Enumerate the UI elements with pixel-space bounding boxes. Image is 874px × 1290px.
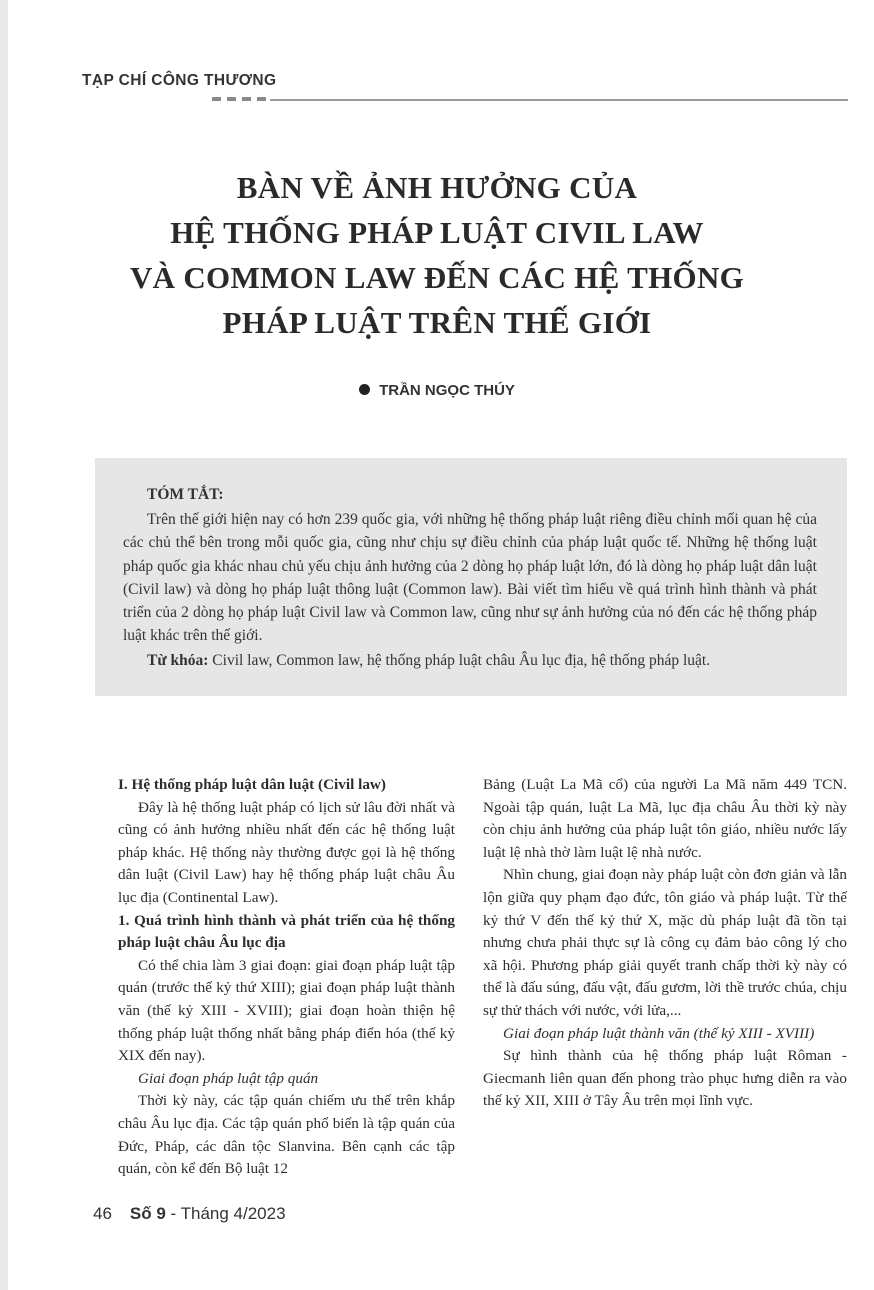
paragraph: Sự hình thành của hệ thống pháp luật Rôman - Giecmanh liên quan đến phong trào phục hưng diễn ra vào thế kỷ XII, XIII ở Tây Âu trên mọi lĩnh vực. — [483, 1047, 847, 1110]
page-edge-shadow — [0, 0, 8, 1290]
page-number: 46 — [93, 1204, 112, 1223]
section-heading: I. Hệ thống pháp luật dân luật (Civil law) — [118, 776, 386, 793]
header-rule — [270, 99, 848, 101]
title-line: PHÁP LUẬT TRÊN THẾ GIỚI — [222, 305, 652, 340]
bullet-icon — [359, 384, 370, 395]
paragraph: Có thể chia làm 3 giai đoạn: giai đoạn pháp luật tập quán (trước thế kỷ thứ XIII); giai đoạn pháp luật thành văn (thế kỷ XIII - XVIII); giai đoạn hoàn thiện hệ thống pháp luật thống nhất bằng pháp điển hóa (thế kỷ XIX đến nay). — [118, 956, 455, 1065]
title-line: VÀ COMMON LAW ĐẾN CÁC HỆ THỐNG — [129, 260, 745, 295]
author-name: TRẦN NGỌC THÚY — [379, 382, 515, 399]
italic-subheading: Giai đoạn pháp luật thành văn (thế kỷ XIII - XVIII) — [503, 1024, 815, 1042]
body-column-left — [118, 774, 455, 1181]
issue-date: - Tháng 4/2023 — [165, 1204, 286, 1223]
issue-number: Số 9 — [129, 1204, 166, 1223]
body-column-right — [483, 774, 847, 1113]
journal-name: TẠP CHÍ CÔNG THƯƠNG — [82, 72, 277, 89]
abstract-heading: TÓM TẮT: — [147, 486, 224, 503]
title-line: HỆ THỐNG PHÁP LUẬT CIVIL LAW — [170, 215, 704, 250]
subsection-heading: 1. Quá trình hình thành và phát triển của hệ thống pháp luật châu Âu lục địa — [118, 911, 455, 952]
keywords — [123, 649, 817, 672]
abstract-body: Trên thế giới hiện nay có hơn 239 quốc gia, với những hệ thống pháp luật riêng điều chỉnh mối quan hệ của các chủ thể bên trong mỗi quốc gia, cũng như chịu sự điều chỉnh của pháp luật quốc tế. Những hệ thống luật pháp quốc gia khác nhau chủ yếu chịu ảnh hưởng của 2 dòng họ pháp luật lớn, đó là dòng họ pháp luật dân luật (Civil law) và dòng họ pháp luật thông luật (Common law). Bài viết tìm hiểu về quá trình hình thành và phát triển của 2 dòng họ pháp luật Civil law và Common law, cũng như sự ảnh hưởng của nó đến các hệ thống pháp luật khác trên thế giới. — [123, 511, 817, 645]
paragraph: Bảng (Luật La Mã cổ) của người La Mã năm 449 TCN. Ngoài tập quán, luật La Mã, lục địa châu Âu thời kỳ này còn chịu ảnh hưởng của pháp luật tôn giáo, nhiều nước lấy luật lệ nhà thờ làm luật lệ nhà nước. — [483, 776, 847, 861]
paragraph: Nhìn chung, giai đoạn này pháp luật còn đơn giản và lẫn lộn giữa quy phạm đạo đức, tôn giáo và pháp luật. Từ thế kỷ thứ V đến thế kỷ thứ X, mặc dù pháp luật đã tồn tại nhưng chưa phải thực sự là công cụ đảm bảo công lý cho xã hội. Phương pháp giải quyết tranh chấp thời kỳ này có thể là đấu súng, đấu vật, đấu gươm, lời thề trước chúa, chịu sự thử thách với nước, với lửa,... — [483, 866, 847, 1019]
page-footer — [93, 1204, 286, 1224]
title-line: BÀN VỀ ẢNH HƯỞNG CỦA — [236, 170, 638, 205]
author-line — [0, 382, 874, 399]
article-title — [60, 165, 814, 345]
keywords-label: Từ khóa: — [147, 652, 209, 670]
paragraph: Đây là hệ thống luật pháp có lịch sử lâu đời nhất và cũng có ảnh hưởng nhiều nhất đến các hệ thống luật pháp khác. Hệ thống này thường được gọi là hệ thống dân luật (Civil Law) hay hệ thống pháp luật châu Âu lục địa (Continental Law). — [118, 798, 455, 906]
header-dash-ornament — [212, 97, 270, 101]
keywords-text: Civil law, Common law, hệ thống pháp luật châu Âu lục địa, hệ thống pháp luật. — [208, 652, 711, 670]
abstract-box — [95, 458, 847, 696]
paragraph: Thời kỳ này, các tập quán chiếm ưu thế trên khắp châu Âu lục địa. Các tập quán phổ biến là tập quán của Đức, Pháp, các dân tộc Slanvina. Bên cạnh các tập quán, còn kể đến Bộ luật 12 — [118, 1092, 455, 1178]
italic-subheading: Giai đoạn pháp luật tập quán — [138, 1069, 319, 1087]
